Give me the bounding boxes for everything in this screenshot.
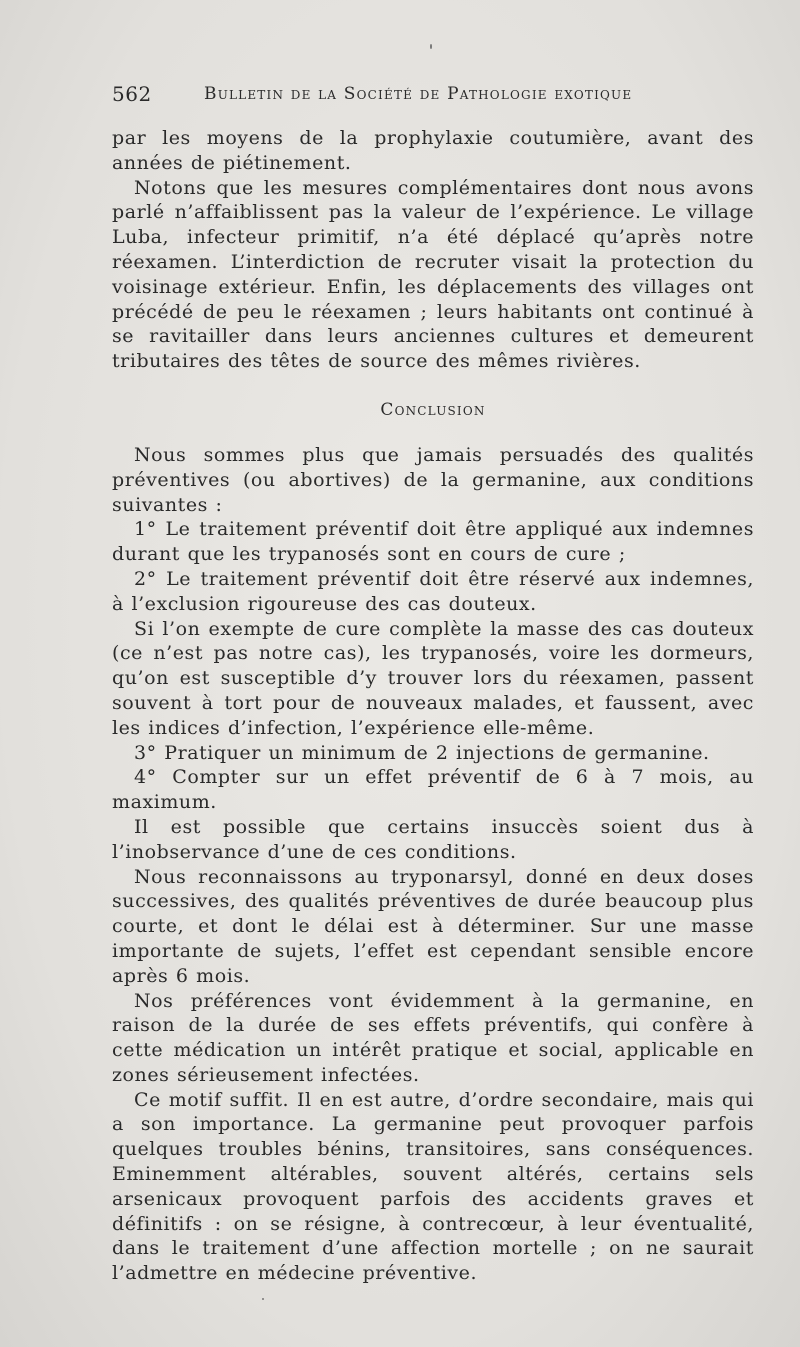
running-title: Bulletin de la Société de Pathologie exotique <box>204 84 633 104</box>
paragraph: Nous reconnaissons au tryponarsyl, donné en deux doses successives, des qualités préventives de durée beaucoup plus courte, et dont le délai est à déterminer. Sur une masse importante de sujets, l’effet est cependant sensible encore après 6 mois. <box>112 865 754 987</box>
list-item: 4° Compter sur un effet préventif de 6 à 7 mois, au maximum. <box>112 766 754 814</box>
paragraph: Si l’on exempte de cure complète la masse des cas douteux (ce n’est pas notre cas), les trypanosés, voire les dormeurs, qu’on est susceptible d’y trouver lors du réexamen, passent souvent à tort pour de nouveaux malades, et faussent, avec les indices d’infection, l’expérience elle-même. <box>112 617 754 739</box>
list-item: 1° Le traitement préventif doit être appliqué aux indemnes durant que les trypanosés sont en cours de cure ; <box>112 518 754 566</box>
body-text <box>112 126 754 1286</box>
paragraph: Nous sommes plus que jamais persuadés des qualités préventives (ou abortives) de la germanine, aux conditions suivantes : <box>112 443 754 516</box>
paragraph: Notons que les mesures complémentaires dont nous avons parlé n’affaiblissent pas la valeur de l’expérience. Le village Luba, infecteur primitif, n’a été déplacé qu’après notre réexamen. L’interdiction de recruter visait la protection du voisinage extérieur. Enfin, les déplacements des villages ont précédé de peu le réexamen ; leurs habitants ont continué à se ravitailler dans leurs anciennes cultures et demeurent tributaires des têtes de source des mêmes rivières. <box>112 176 754 373</box>
list-item: 3° Pratiquer un minimum de 2 injections de germanine. <box>134 741 710 764</box>
list-item: 2° Le traitement préventif doit être réservé aux indemnes, à l’exclusion rigoureuse des cas douteux. <box>112 567 754 615</box>
paragraph: Nos préférences vont évidemment à la germanine, en raison de la durée de ses effets préventifs, qui confère à cette médication un intérêt pratique et social, applicable en zones sérieusement infectées. <box>112 989 754 1086</box>
scan-speck <box>430 44 432 49</box>
page-header <box>112 82 752 112</box>
paragraph: Ce motif suffit. Il en est autre, d’ordre secondaire, mais qui a son importance. La germanine peut provoquer parfois quelques troubles bénins, transitoires, sans conséquences. Eminemment altérables, souvent altérés, certains sels arsenicaux provoquent parfois des accidents graves et définitifs : on se résigne, à contrecœur, à leur éventualité, dans le traitement d’une affection mortelle ; on ne saurait l’admettre en médecine préventive. <box>112 1088 754 1285</box>
section-heading: Conclusion <box>380 399 486 420</box>
paragraph: Il est possible que certains insuccès soient dus à l’inobservance d’une de ces conditions. <box>112 815 754 863</box>
scan-speck <box>262 1298 264 1300</box>
page-number: 562 <box>112 82 152 106</box>
paragraph: par les moyens de la prophylaxie coutumière, avant des années de piétinement. <box>112 127 754 174</box>
